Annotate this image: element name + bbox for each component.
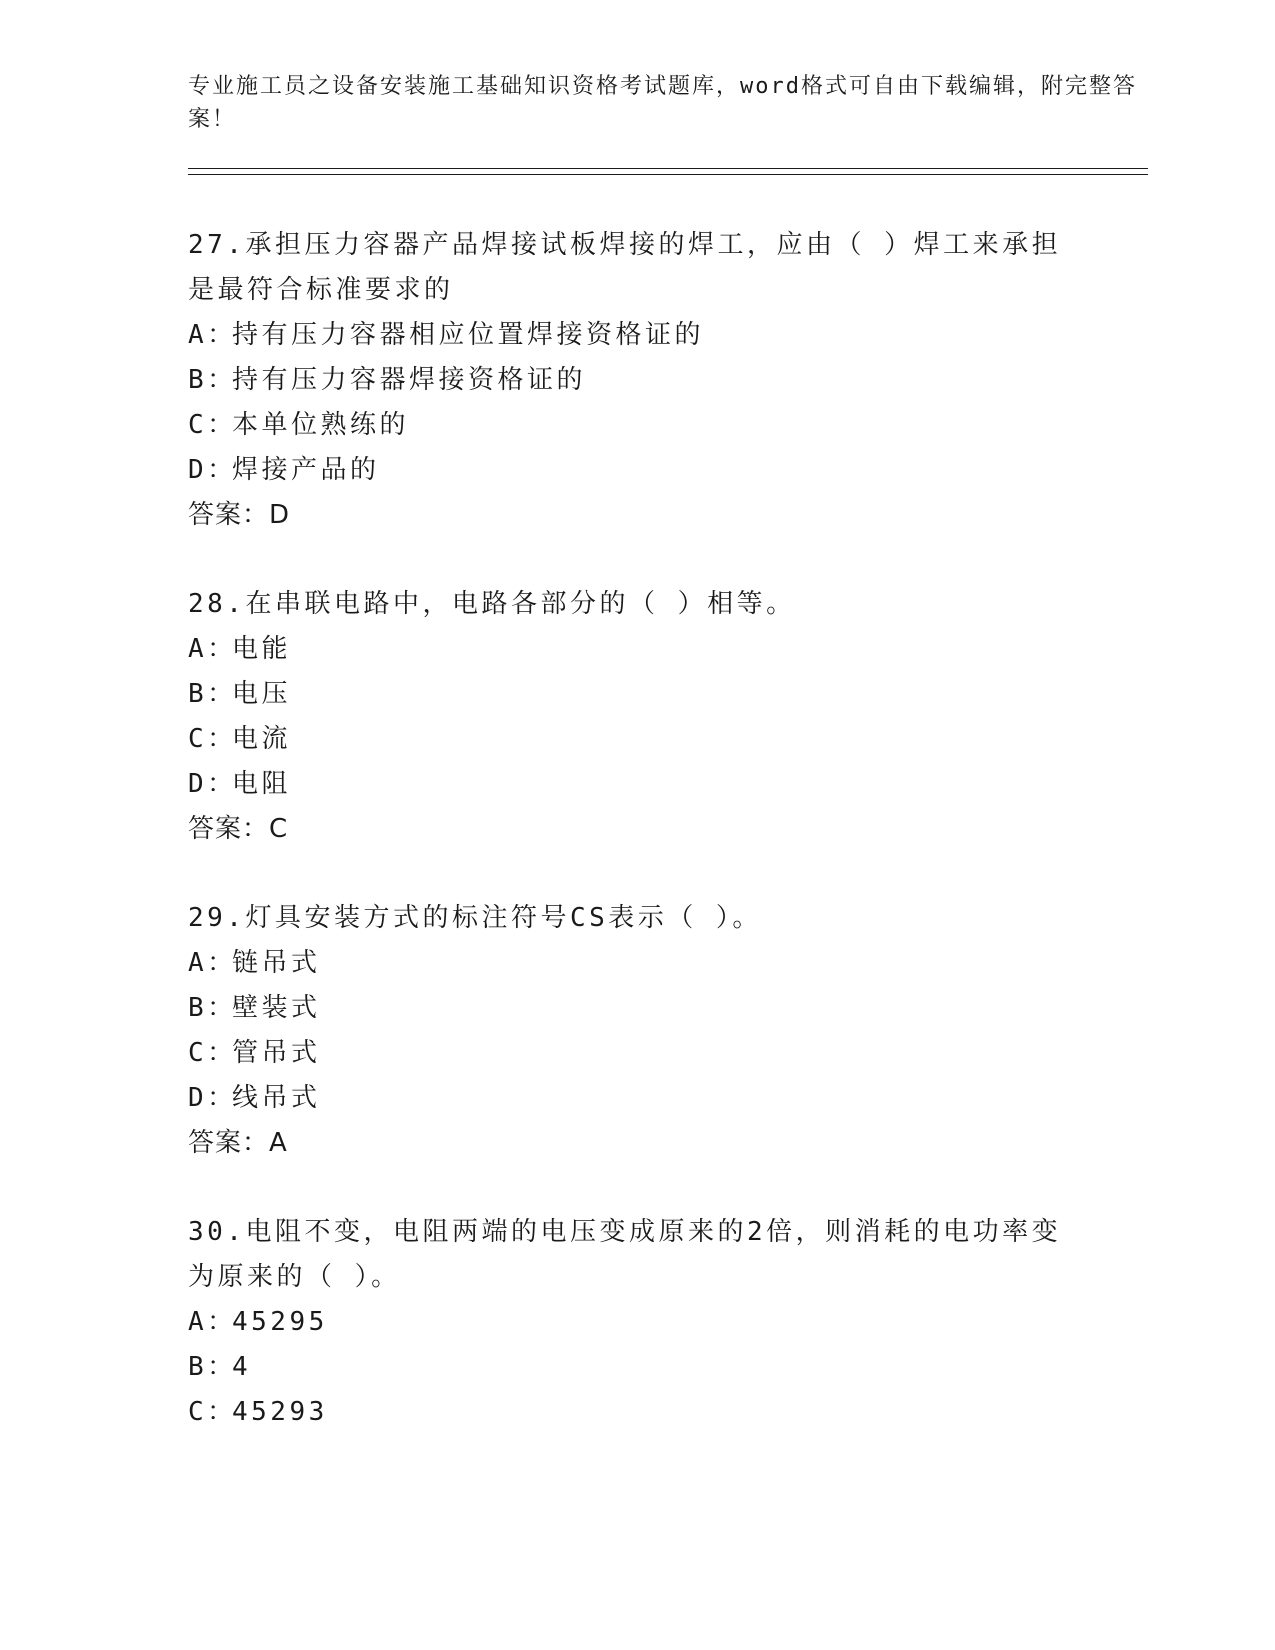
question-stem: 28.在串联电路中，电路各部分的（ ）相等。: [188, 589, 796, 619]
option-key: B：: [188, 1352, 237, 1382]
answer-option: [188, 941, 1148, 986]
option-text: 电能: [232, 634, 292, 664]
option-text: 壁装式: [232, 993, 321, 1023]
option-text: 持有压力容器相应位置焊接资格证的: [232, 320, 705, 350]
option-key: D：: [188, 455, 237, 485]
answer-option: [188, 403, 1148, 448]
option-key: B：: [188, 679, 237, 709]
answer-option: [188, 313, 1148, 358]
answer-option: [188, 762, 1148, 807]
option-key: A：: [188, 1307, 237, 1337]
answer-option: [188, 717, 1148, 762]
answer-option: [188, 986, 1148, 1031]
option-key: D：: [188, 769, 237, 799]
answer-option: [188, 1390, 1148, 1435]
header-divider: [188, 168, 1148, 175]
question-stem: 30.电阻不变，电阻两端的电压变成原来的2倍，则消耗的电功率变为原来的（ ）。: [188, 1217, 1062, 1292]
answer-option: [188, 1076, 1148, 1121]
option-key: B：: [188, 993, 237, 1023]
question-item: [188, 223, 1148, 538]
option-text: 4: [232, 1352, 252, 1382]
question-stem: 29.灯具安装方式的标注符号CS表示（ ）。: [188, 903, 762, 933]
question-list: [188, 223, 1148, 1435]
option-text: 电压: [232, 679, 292, 709]
option-text: 45295: [232, 1307, 328, 1337]
answer-option: [188, 1345, 1148, 1390]
option-text: 电流: [232, 724, 292, 754]
option-text: 持有压力容器焊接资格证的: [232, 365, 587, 395]
option-text: 电阻: [232, 769, 292, 799]
option-text: 本单位熟练的: [232, 410, 410, 440]
question-item: [188, 1210, 1148, 1435]
answer-option: [188, 1300, 1148, 1345]
document-page: [188, 70, 1148, 1479]
option-key: A：: [188, 948, 237, 978]
option-text: 管吊式: [232, 1038, 321, 1068]
option-key: D：: [188, 1083, 237, 1113]
answer-option: [188, 358, 1148, 403]
option-text: 链吊式: [232, 948, 321, 978]
question-item: [188, 896, 1148, 1166]
option-text: 线吊式: [232, 1083, 321, 1113]
option-text: 焊接产品的: [232, 455, 380, 485]
answer-option: [188, 627, 1148, 672]
option-text: 45293: [232, 1397, 328, 1427]
option-key: C：: [188, 1397, 237, 1427]
answer-option: [188, 672, 1148, 717]
option-key: A：: [188, 320, 237, 350]
answer-line: 答案：D: [188, 500, 291, 530]
option-key: C：: [188, 410, 237, 440]
document-header: 专业施工员之设备安装施工基础知识资格考试题库，word格式可自由下载编辑，附完整答案！: [188, 74, 1137, 132]
question-stem: 27.承担压力容器产品焊接试板焊接的焊工，应由（ ）焊工来承担是最符合标准要求的: [188, 230, 1062, 305]
answer-line: 答案：A: [188, 1128, 288, 1158]
option-key: B：: [188, 365, 237, 395]
option-key: C：: [188, 1038, 237, 1068]
question-item: [188, 582, 1148, 852]
option-key: A：: [188, 634, 237, 664]
answer-line: 答案：C: [188, 814, 289, 844]
answer-option: [188, 448, 1148, 493]
answer-option: [188, 1031, 1148, 1076]
option-key: C：: [188, 724, 237, 754]
